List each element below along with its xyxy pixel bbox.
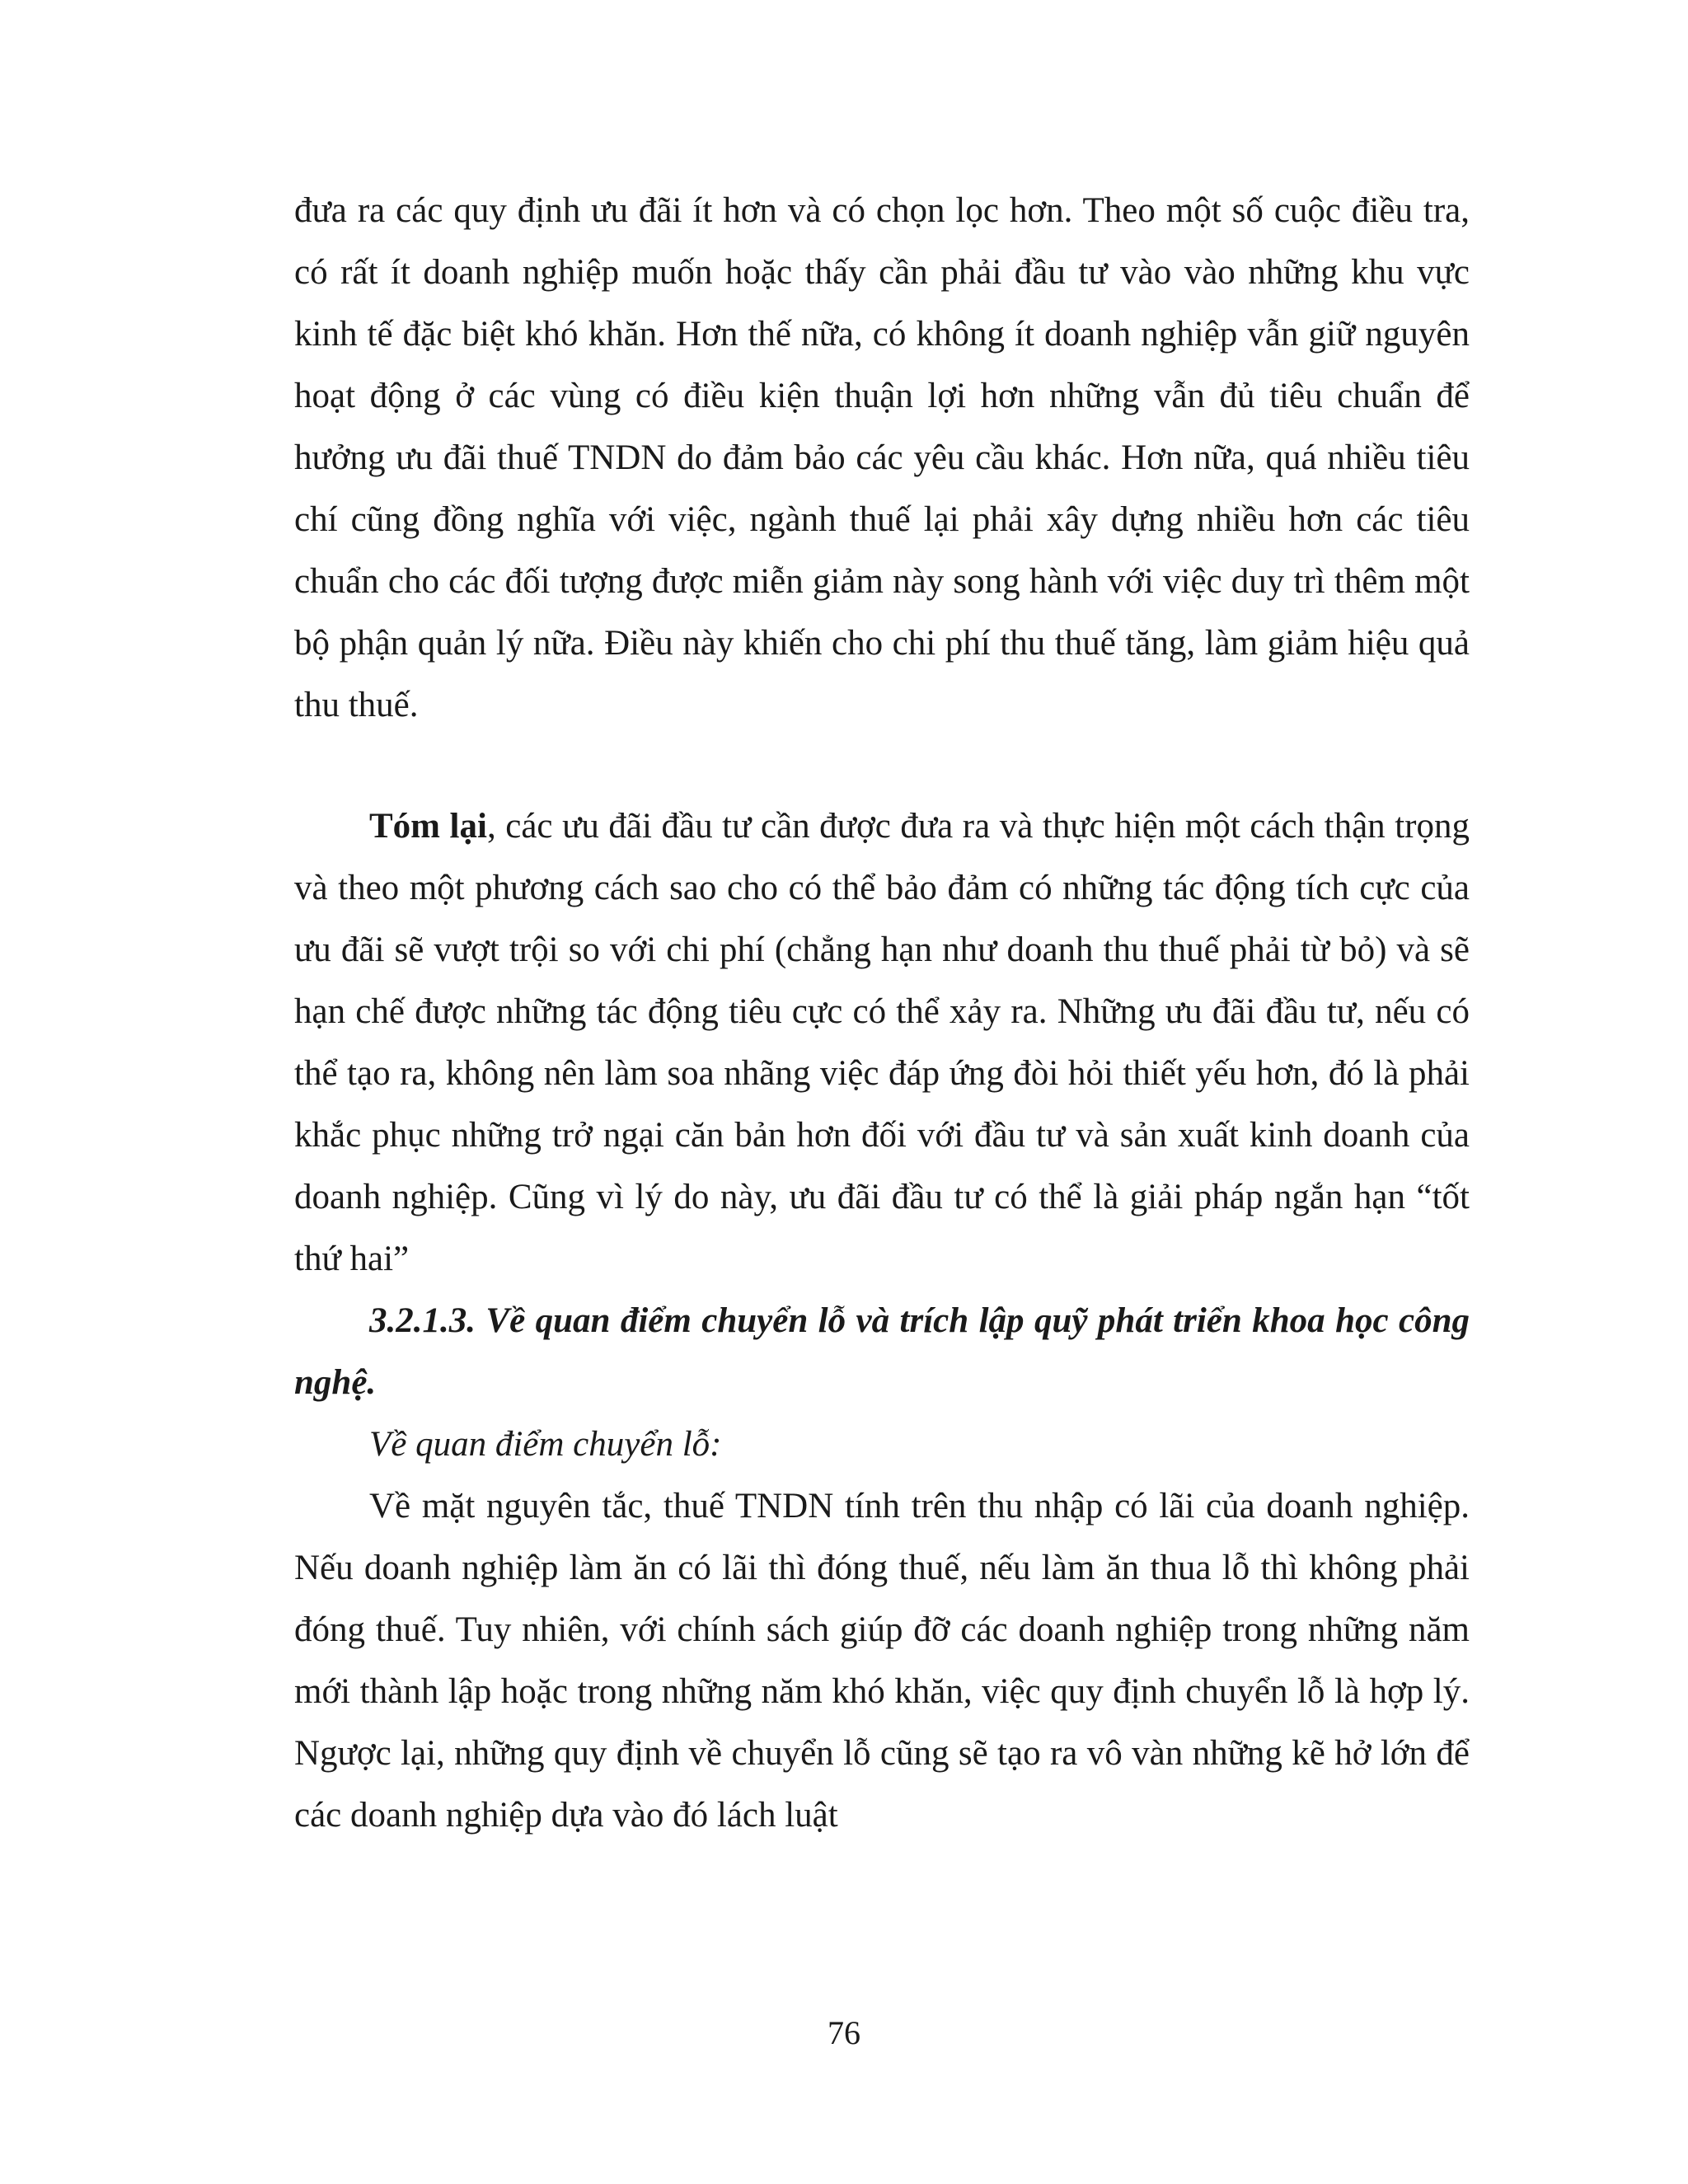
subsection-heading: Về quan điểm chuyển lỗ: — [369, 1425, 722, 1464]
paragraph-incentive-criteria: đưa ra các quy định ưu đãi ít hơn và có chọn lọc hơn. Theo một số cuộc điều tra, có rất ít doanh nghiệp muốn hoặc thấy cần phải đầu tư vào vào những khu vực kinh tế đặc biệt khó khăn. Hơn thế nữa, có không ít doanh nghiệp vẫn giữ nguyên hoạt động ở các vùng có điều kiện thuận lợi hơn những vẫn đủ tiêu chuẩn để hưởng ưu đãi thuế TNDN do đảm bảo các yêu cầu khác. Hơn nữa, quá nhiều tiêu chí cũng đồng nghĩa với việc, ngành thuế lại phải xây dựng nhiều hơn các tiêu chuẩn cho các đối tượng được miễn giảm này song hành với việc duy trì thêm một bộ phận quản lý nữa. Điều này khiến cho chi phí thu thuế tăng, làm giảm hiệu quả thu thuế. — [294, 191, 1470, 724]
summary-text: , các ưu đãi đầu tư cần được đưa ra và thực hiện một cách thận trọng và theo một phương cách sao cho có thể bảo đảm có những tác động tích cực của ưu đãi sẽ vượt trội so với chi phí (chẳng hạn như doanh thu thuế phải từ bỏ) và sẽ hạn chế được những tác động tiêu cực có thể xảy ra. Những ưu đãi đầu tư, nếu có thể tạo ra, không nên làm soa nhãng việc đáp ứng đòi hỏi thiết yếu hơn, đó là phải khắc phục những trở ngại căn bản hơn đối với đầu tư và sản xuất kinh doanh của doanh nghiệp. Cũng vì lý do này, ưu đãi đầu tư có thể là giải pháp ngắn hạn “tốt thứ hai” — [294, 807, 1470, 1278]
paragraph-summary — [294, 795, 1470, 1290]
paragraph-loss-carryforward: Về mặt nguyên tắc, thuế TNDN tính trên thu nhập có lãi của doanh nghiệp. Nếu doanh nghiệp làm ăn có lãi thì đóng thuế, nếu làm ăn thua lỗ thì không phải đóng thuế. Tuy nhiên, với chính sách giúp đỡ các doanh nghiệp trong những năm mới thành lập hoặc trong những năm khó khăn, việc quy định chuyển lỗ là hợp lý. Ngược lại, những quy định về chuyển lỗ cũng sẽ tạo ra vô vàn những kẽ hở lớn để các doanh nghiệp dựa vào đó lách luật — [294, 1487, 1470, 1835]
document-body — [294, 180, 1470, 1846]
summary-lead: Tóm lại — [369, 807, 487, 846]
section-heading: 3.2.1.3. Về quan điểm chuyển lỗ và trích lập quỹ phát triển khoa học công nghệ. — [294, 1301, 1470, 1402]
page-number: 76 — [828, 2014, 860, 2051]
